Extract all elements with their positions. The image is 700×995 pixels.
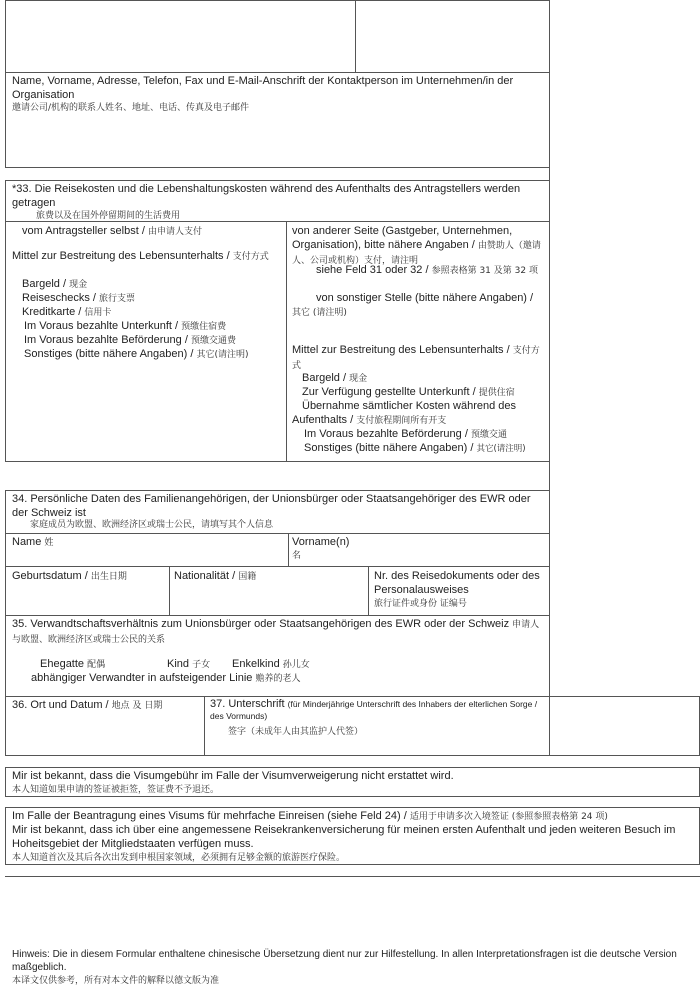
sponsor-reference: siehe Feld 31 oder 32 / 参照表格第 31 及第 32 项	[316, 264, 538, 276]
family-nationality-label: Nationalität / 国籍	[174, 570, 257, 582]
left-item-other[interactable]: Sonstiges (bitte nähere Angaben) / 其它(请注明)	[24, 348, 249, 360]
place-date-label: 36. Ort und Datum / 地点 及 日期	[12, 699, 163, 711]
costs-title-zh: 旅费以及在国外停留期间的生活费用	[36, 211, 181, 221]
multiple-entry-text: Mir ist bekannt, dass ich über eine angemessene Reisekrankenversicherung für meinen ersten Aufenthalt und jeden weiteren Besuch im Hoheitsgebiet der Mitgliedstaaten verfügen muss.	[12, 824, 676, 850]
family-title-zh: 家庭成员为欧盟、欧洲经济区或瑞士公民，请填写其个人信息	[30, 520, 274, 530]
contact-person-label-zh: 邀请公司/机构的联系人姓名、地址、电话、传真及电子邮件	[12, 103, 250, 113]
right-item-cash[interactable]: Bargeld / 现金	[302, 372, 368, 384]
right-item-prepaid-transport[interactable]: Im Voraus bezahlte Beförderung / 预缴交通	[304, 428, 507, 440]
left-item-credit-card[interactable]: Kreditkarte / 信用卡	[22, 306, 112, 318]
family-firstname-label: Vorname(n)	[292, 536, 350, 548]
multiple-entry-title: Im Falle der Beantragung eines Visums für mehrfache Einreisen (siehe Feld 24) / 适用于申请多次入境签证 (参照参照表格第 24 项)	[12, 810, 608, 822]
fee-notice-text: Mir ist bekannt, dass die Visumgebühr im Falle der Visumverweigerung nicht erstattet wird.	[12, 770, 454, 782]
relation-spouse-option[interactable]: Ehegatte 配偶	[40, 658, 106, 670]
top-field-right[interactable]	[355, 0, 550, 73]
right-means-label: Mittel zur Bestreitung des Lebensunterhalts / 支付方式	[292, 344, 540, 371]
relation-dependent-option[interactable]: abhängiger Verwandter in aufsteigender Linie 赡养的老人	[31, 672, 301, 684]
family-document-label-zh: 旅行证件或身份 证编号	[374, 599, 467, 609]
right-item-all-costs[interactable]: Übernahme sämtlicher Kosten während des Aufenthalts / 支付旅程期间所有开支	[292, 400, 517, 426]
left-item-prepaid-transport[interactable]: Im Voraus bezahlte Beförderung / 预缴交通费	[24, 334, 236, 346]
relation-grandchild-option[interactable]: Enkelkind 孙儿女	[232, 658, 310, 670]
family-title: 34. Persönliche Daten des Familienangehörigen, der Unionsbürger oder Staatsangehöriger des EWR oder der Schweiz ist	[12, 493, 531, 519]
costs-header-divider	[5, 221, 550, 222]
left-item-cash[interactable]: Bargeld / 现金	[22, 278, 88, 290]
signature-label: 37. Unterschrift (für Minderjährige Unterschrift des Inhabers der elterlichen Sorge / des Vormunds)	[210, 698, 538, 721]
signature-label-zh: 签字（未成年人由其监护人代签）	[228, 727, 364, 737]
left-means-label: Mittel zur Bestreitung des Lebensunterhalts / 支付方式	[12, 250, 269, 262]
footer-divider	[5, 876, 700, 877]
family-birthdate-label: Geburtsdatum / 出生日期	[12, 570, 127, 582]
left-item-prepaid-accommodation[interactable]: Im Voraus bezahlte Unterkunft / 预缴住宿费	[24, 320, 227, 332]
contact-person-label: Name, Vorname, Adresse, Telefon, Fax und E-Mail-Anschrift der Kontaktperson im Unternehmen/in der Organisation	[12, 75, 514, 101]
sponsor-paid-option[interactable]: von anderer Seite (Gastgeber, Unternehmen, Organisation), bitte nähere Angaben / 由赞助人（邀请人、公司或机构）支付，请注明	[292, 225, 541, 266]
left-item-travellers-cheques[interactable]: Reiseschecks / 旅行支票	[22, 292, 136, 304]
translation-hint-zh: 本译文仅供参考，所有对本文件的解释以德文版为准	[12, 976, 220, 986]
multiple-entry-text-zh: 本人知道首次及其后各次出发到申根国家领域，必须拥有足够金额的旅游医疗保险。	[12, 853, 346, 863]
other-source-option[interactable]: von sonstiger Stelle (bitte nähere Angaben) / 其它 (请注明)	[292, 292, 534, 318]
fee-notice-text-zh: 本人知道如果申请的签证被拒签，签证费不予退还。	[12, 785, 220, 795]
translation-hint: Hinweis: Die in diesem Formular enthaltene chinesische Übersetzung dient nur zur Hilfestellung. In allen Interpretationsfragen ist die deutsche Version maßgeblich.	[12, 949, 677, 973]
relation-title: 35. Verwandtschaftsverhältnis zum Unionsbürger oder Staatsangehörigen des EWR oder der Schweiz 申请人与欧盟、欧洲经济区或瑞士公民的关系	[12, 618, 540, 645]
family-name-label: Name 姓	[12, 536, 54, 548]
costs-title: *33. Die Reisekosten und die Lebenshaltungskosten während des Aufenthalts des Antragstellers werden getragen	[12, 183, 521, 209]
right-item-other[interactable]: Sonstiges (bitte nähere Angaben) / 其它(请注明)	[304, 442, 526, 454]
top-field-left[interactable]	[5, 0, 356, 73]
right-item-accommodation-provided[interactable]: Zur Verfügung gestellte Unterkunft / 提供住宿	[302, 386, 515, 398]
costs-column-divider	[286, 221, 287, 462]
self-paid-option[interactable]: vom Antragsteller selbst / 由申请人支付	[22, 225, 202, 237]
relation-child-option[interactable]: Kind 子女	[167, 658, 211, 670]
family-firstname-label-zh: 名	[292, 551, 302, 561]
family-document-label: Nr. des Reisedokuments oder des Personalausweises	[374, 570, 540, 596]
